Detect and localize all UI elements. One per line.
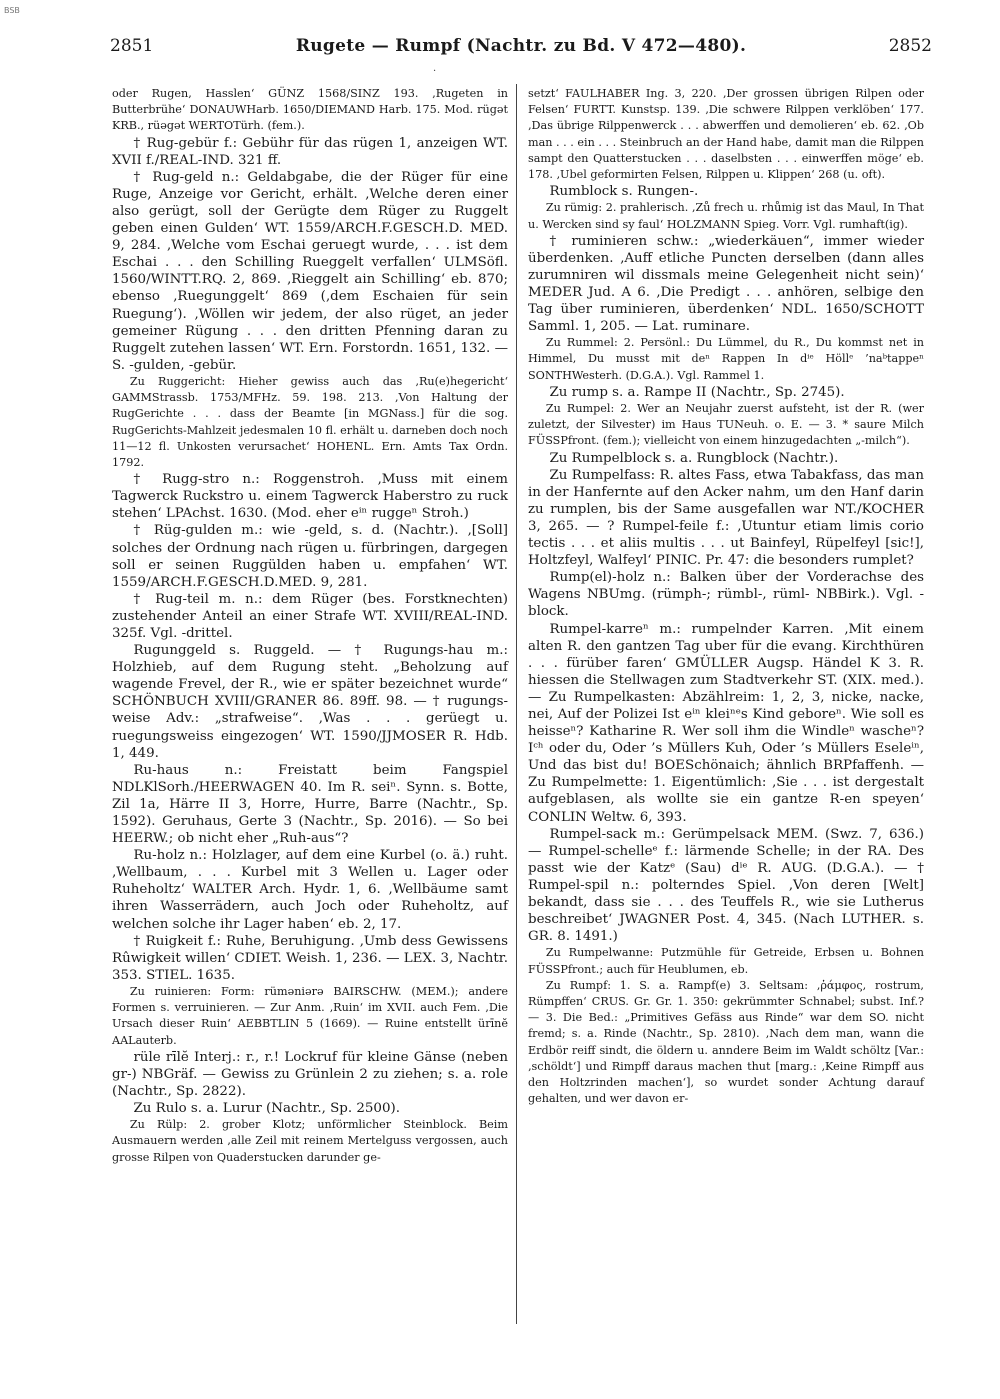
dictionary-entry: Zu rümig: 2. prahlerisch. ‚Zů frech u. rhůmig ist das Maul, In That u. Wercken sind sy faul‘ HOLZMANN Spieg. Vorr. Vgl. rumhaft(ig). bbox=[528, 201, 924, 231]
dictionary-entry: rüle rīlĕ Interj.: r., r.! Lockruf für kleine Gänse (neben gr-) NBGräf. — Gewiss zu Grünlein 2 zu ziehen; s. a. role (Nachtr., Sp. 2822). bbox=[112, 1049, 508, 1099]
dictionary-entry: † Ruigkeit f.: Ruhe, Beruhigung. ‚Umb dess Gewissens Rûwigkeit willen‘ CDIET. Weish. 1, 236. — LEX. 3, Nachtr. 353. STIEL. 1635. bbox=[112, 933, 508, 983]
page-number-right: 2852 bbox=[888, 36, 932, 56]
dictionary-entry: Rumpel-karreⁿ m.: rumpelnder Karren. ‚Mit einem alten R. den gantzen Tag uber für die evang. Kirchthüren . . . fürüber faren‘ GMÜLLER Augsp. Händel K 3. R. hiessen die Stellwagen zum Stadtverkehr ST. (XIX. med.). — Zu Rumpelkasten: Abzählreim: 1, 2, 3, nicke, nacke, nei, Auf der Polizei Ist eⁱⁿ kleiⁿᵉs Kind geboreⁿ. Wie soll es heisseⁿ? Katharine R. Wer soll ihm die Windleⁿ wascheⁿ? Iᶜʰ oder du, Oder ’s Müllers Kuh, Oder ’s Müllers Eseleⁱⁿ, Und das bist du! BOESchönaich; ähnlich BRPfaffenh. — Zu Rumpelmette: 1. Eigentümlich: ‚Sie . . . ist dergestalt aufgeblasen, als wollte sie ein gantze R-en speyen‘ CONLIN Weltw. 6, 393. bbox=[528, 621, 924, 825]
dictionary-entry: † Rug-geld n.: Geldabgabe, die der Rüger für eine Ruge, Anzeige vor Gericht, erhält. ‚Welche deren einer also gerügt, soll der Gerügte dem Rüger zu Ruggelt geben einen Gulden‘ WT. 1559/ARCH.F.GESCH.D. MED. 9, 284. ‚Welche vom Eschai geruegt wurde, . . . ist dem Eschai . . . den Schilling Rueggelt verfallen‘ ULMSöfl. 1560/WINTT.RQ. 2, 869. ‚Rieggelt ain Schilling‘ eb. 870; ebenso ‚Ruegunggelt‘ 869 (‚dem Eschaien für sein Ruegung‘). ‚Wöllen wir jedem, der also rüget, an jeder gemeiner Rügung . . . den dritten Pfenning daran zu Ruggelt zutehen lassen‘ WT. Ern. Forstordn. 1651, 132. — S. -gulden, -gebür. bbox=[112, 169, 508, 373]
dictionary-entry: † Rug-teil m. n.: dem Rüger (bes. Forstknechten) zustehender Anteil an einer Strafe WT. XVIII/REAL-IND. 325f. Vgl. -drittel. bbox=[112, 591, 508, 641]
dictionary-entry: Rumblock s. Rungen-. bbox=[549, 184, 699, 200]
left-column bbox=[112, 86, 508, 1166]
right-column bbox=[528, 86, 924, 1107]
dictionary-entry: † Rugg-stro n.: Roggenstroh. ‚Muss mit einem Tagwerck Ruckstro u. einem Tagwerck Haberstro zu ruck stehen‘ LPAchst. 1630. (Mod. eher eⁱⁿ ruggeⁿ Stroh.) bbox=[112, 472, 508, 522]
library-stamp: BSB bbox=[4, 6, 20, 15]
column-divider bbox=[516, 84, 517, 1324]
dictionary-entry: Ru-holz n.: Holzlager, auf dem eine Kurbel (o. ä.) ruht. ‚Wellbaum, . . . Kurbel mit 3 Wellen u. Lager oder Ruheholtz‘ WALTER Arch. Hydr. 1, 6. ‚Wellbäume samt ihren Wasserrädern, auch Joch oder Ruheholtz, auf welchen solche ihr Lager haben‘ eb. 2, 17. bbox=[112, 848, 508, 932]
dictionary-entry: † ruminieren schw.: „wiederkäuen“, immer wieder überdenken. ‚Auff etliche Puncten derselben (dann alles zurumniren wil dissmals meine Gelegenheit nicht sein)‘ MEDER Jud. A 6. ‚Die Predigt . . . anhören, selbige den Tag über ruminieren, überdenken‘ NDL. 1650/SCHOTT Samml. 1, 205. — Lat. ruminare. bbox=[528, 233, 924, 335]
dictionary-entry: Zu Rumpelfass: R. altes Fass, etwa Tabakfass, das man in der Hanfernte auf den Acker nahm, um den Hanf darin zu rumplen, bis der Same ausgefallen war NT./KOCHER 3, 265. — ? Rumpel-feile f.: ‚Utuntur etiam limis corio tectis . . . et aliis multis . . . ut Bainfeyl, Rüpelfeyl [sic!], Holtzfeyl, Walfeyl‘ PINIC. Pr. 47: die besonders rumplet? bbox=[528, 467, 924, 569]
dictionary-entry: Zu Rülp: 2. grober Klotz; unförmlicher Steinblock. Beim Ausmauern werden ‚alle Zeil mit reinem Mertelguss vergossen, auch grosse Rilpen von Quaderstucken darunder ge- bbox=[112, 1118, 508, 1164]
dictionary-entry: Zu Rulo s. a. Lurur (Nachtr., Sp. 2500). bbox=[133, 1101, 400, 1117]
dictionary-entry: Rugunggeld s. Ruggeld. — † Rugungs-hau m.: Holzhieb, auf dem Rugung steht. „Beholzung auf wagende Frevel, der R., wie er später bezeichnet wurde“ SCHÖNBUCH XVIII/GRANER 86. 89ff. 98. — † rugungs-weise Adv.: „strafweise“. ‚Was . . . gerüegt u. ruegungsweiss eingezogen‘ WT. 1590/JJMOSER R. Hdb. 1, 449. bbox=[112, 643, 508, 761]
dictionary-entry: Zu Rummel: 2. Persönl.: Du Lümmel, du R., Du kommst net in Himmel, Du musst mit deⁿ Rappen In dⁱᵉ Höllᵉ ’naᵇtappeⁿ SONTHWesterh. (D.G.A.). Vgl. Rammel 1. bbox=[528, 336, 924, 382]
dictionary-entry: † Rug-gebür f.: Gebühr für das rügen 1, anzeigen WT. XVII f./REAL-IND. 321 ff. bbox=[112, 135, 508, 168]
dictionary-entry: † Rüg-gulden m.: wie -geld, s. d. (Nachtr.). ‚[Soll] solches der Ordnung nach rügen u. fürbringen, dargegen soll er seinen Ruggülden haben u. empfahen‘ WT. 1559/ARCH.F.GESCH.D.MED. 9, 281. bbox=[112, 523, 508, 590]
page-number-left: 2851 bbox=[110, 36, 154, 56]
page-title: Rugete — Rumpf (Nachtr. zu Bd. V 472—480). bbox=[295, 36, 747, 56]
dictionary-entry: Zu ruinieren: Form: rüməniərə BAIRSCHW. (MEM.); andere Formen s. verruinieren. — Zur Anm. ‚Ruin‘ im XVII. auch Fem. ‚Die Ursach dieser Ruin‘ AEBBTLIN 5 (1669). — Ruine entstellt ürīnĕ AALauterb. bbox=[112, 984, 508, 1047]
dictionary-entry: Zu Ruggericht: Hieher gewiss auch das ‚Ru(e)hegericht‘ GAMMStrassb. 1753/MFHz. 59. 198. 213. ‚Von Haltung der RugGerichte . . . dass der Beamte [in MGNass.] für die sog. RugGerichts-Mahlzeit jedesmalen 10 fl. erhält u. darneben doch noch 11—12 fl. Unkosten verursachet‘ HOHENL. Ern. Amts Tax Ordn. 1792. bbox=[112, 374, 508, 469]
dictionary-entry: Zu rump s. a. Rampe II (Nachtr., Sp. 2745). bbox=[549, 384, 845, 400]
dictionary-entry: oder Rugen, Hasslen‘ GÜNZ 1568/SINZ 193. ‚Rugeten in Butterbrühe‘ DONAUWHarb. 1650/DIEMAND Harb. 175. Mod. rügət KRB., rüəgət WERTOTürh. (fem.). bbox=[112, 87, 508, 133]
dictionary-entry: setzt‘ FAULHABER Ing. 3, 220. ‚Der grossen übrigen Rilpen oder Felsen‘ FURTT. Kunstsp. 139. ‚Die schwere Rilppen verklöben‘ 177. ‚Das übrige Rilppenwerck . . . abwerffen und demolieren‘ eb. 62. ‚Ob man . . . ein . . . Steinbruch an der Hand habe, damit man die Rilppen sampt den Quatterstucken . . . daselbsten . . . einwerffen möge‘ eb. 178. ‚Ubel geformirten Felsen, Rilppen u. Klippen‘ 268 (u. oft). bbox=[528, 87, 924, 182]
page-header bbox=[110, 36, 932, 56]
dictionary-entry: Zu Rumpf: 1. S. a. Rampf(e) 3. Seltsam: ‚ῥάμφος, rostrum, Rümpffen‘ CRUS. Gr. Gr. 1. 350: gekrümmter Schnabel; subst. Inf.? — 3. Die Bed.: „Primitives Gefäss aus Rinde“ war dem SO. nicht fremd; s. a. Rinde (Nachtr., Sp. 2810). ‚Nach dem man, wann die Erdbör reiff sindt, die öldern u. anndere Beim im Waldt schöltz [Var.: ‚schöldt‘] und Rimpff daraus machen thut [marg.: ‚Keine Rimpff aus den Holtzrinden machen‘], so wurdet sonder Achtung darauf gehalten, und wer davon er- bbox=[528, 978, 924, 1106]
dictionary-entry: Rumpel-sack m.: Gerümpelsack MEM. (Swz. 7, 636.) — Rumpel-schelleᵉ f.: lärmende Schelle; in der RA. Des passt wie der Katzᵉ (Sau) dⁱᵉ R. AUG. (D.G.A.). — † Rumpel-spil n.: polterndes Spiel. ‚Von deren [Welt] bekandt, dass sie . . . des Teuffels R., wie sie Lutherus beschreibet‘ JWAGNER Post. 4, 345. (Nach LUTHER. s. GR. 8. 1491.) bbox=[528, 826, 924, 945]
dictionary-entry: Zu Rumpel: 2. Wer an Neujahr zuerst aufsteht, ist der R. (wer zuletzt, der Silvester) im Haus TUNeuh. o. E. — 3. * saure Milch FÜSSPfront. (fem.); vielleicht von einem hinzugedachten „-milch“). bbox=[528, 401, 924, 448]
dictionary-entry: Ru-haus n.: Freistatt beim Fangspiel NDLKlSorh./HEERWAGEN 40. Im R. seiⁿ. Synn. s. Botte, Zil 1a, Härre II 3, Horre, Hurre, Barre (Nachtr., Sp. 1592). Geruhaus, Gerte 3 (Nachtr., Sp. 2016). — So bei HEERW.; ob nicht eher „Ruh-aus“? bbox=[112, 762, 508, 847]
dictionary-entry: Zu Rumpelblock s. a. Rungblock (Nachtr.). bbox=[549, 450, 839, 466]
header-dot: · bbox=[433, 66, 437, 77]
dictionary-entry: Zu Rumpelwanne: Putzmühle für Getreide, Erbsen u. Bohnen FÜSSPfront.; auch für Heublumen, eb. bbox=[528, 946, 924, 976]
dictionary-entry: Rump(el)-holz n.: Balken über der Vorderachse des Wagens NBUmg. (rümph-; rümbl-, rüml- NBBirk.). Vgl. -block. bbox=[528, 570, 924, 620]
